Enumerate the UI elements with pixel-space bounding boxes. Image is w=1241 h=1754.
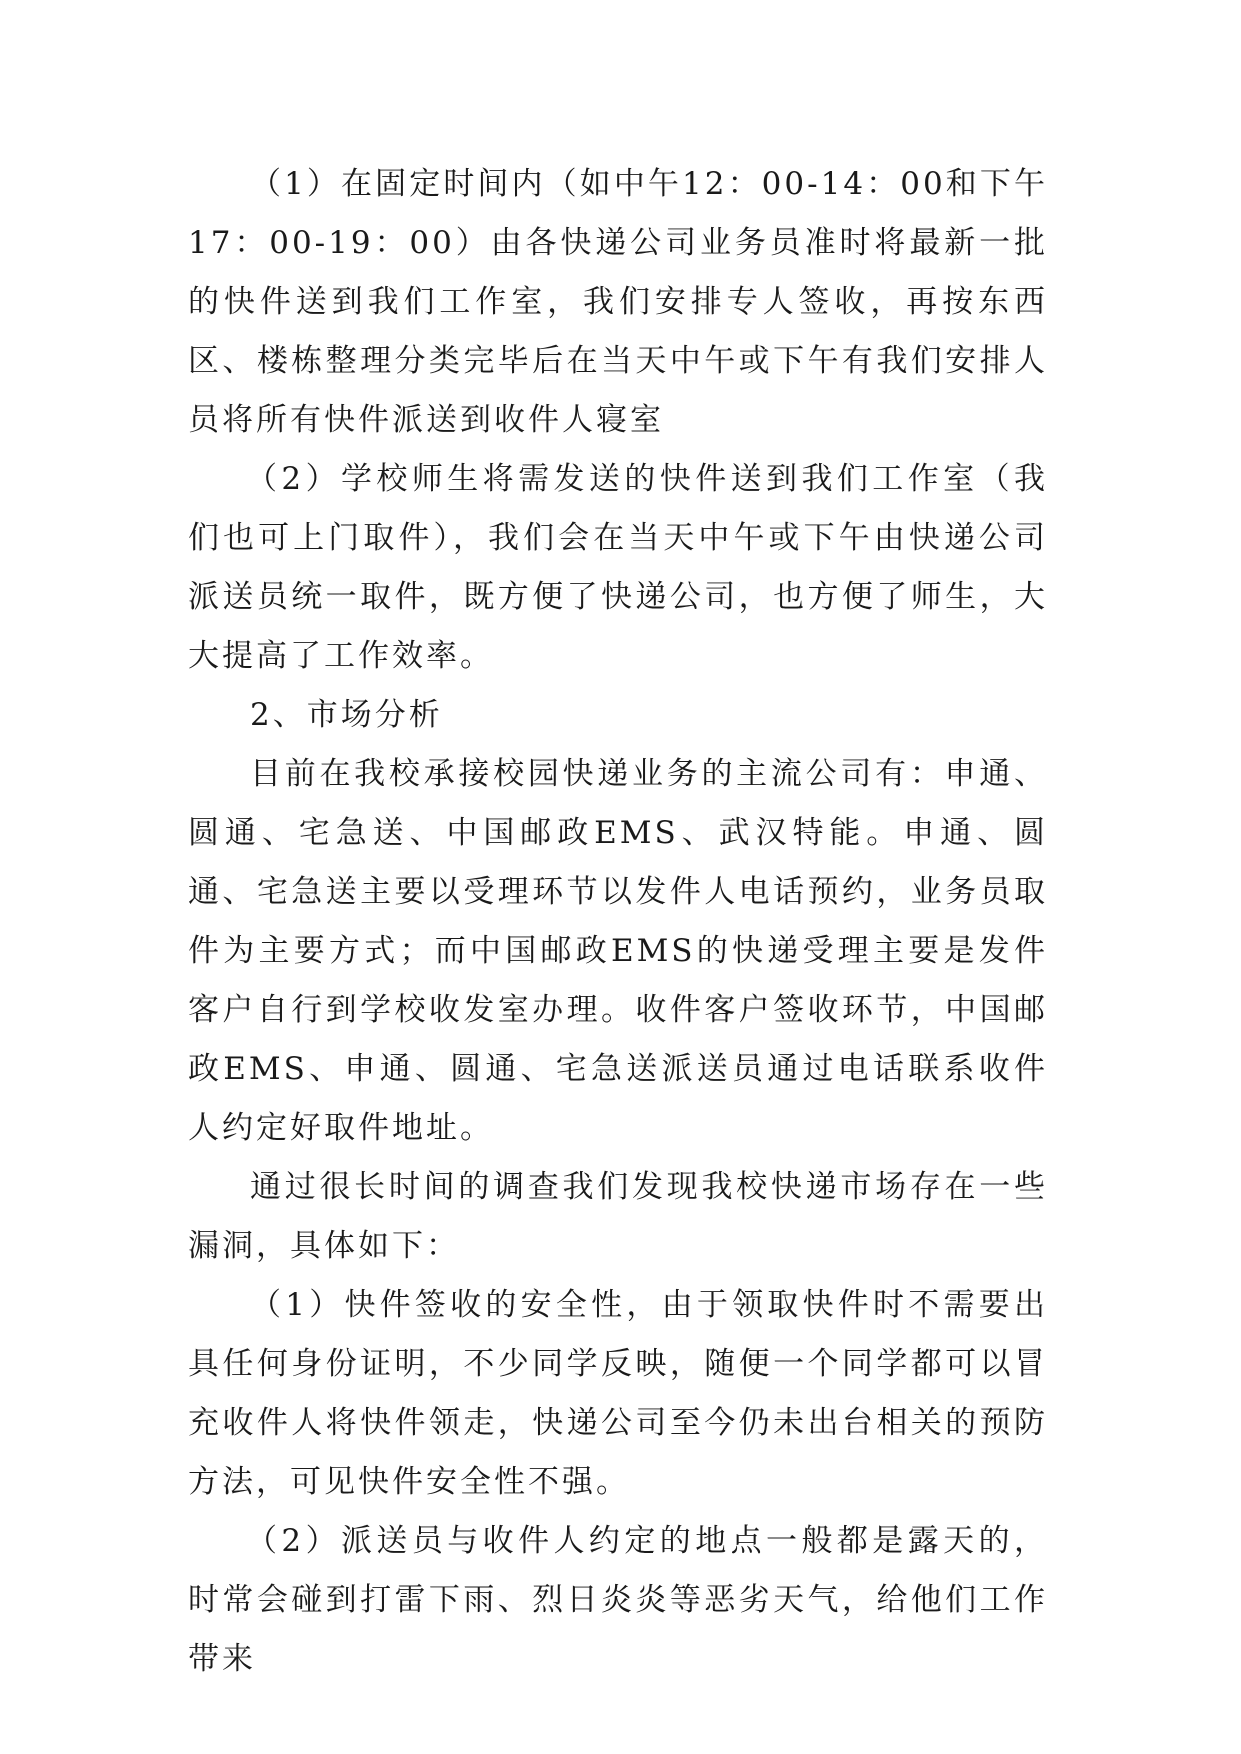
paragraph-market-companies: 目前在我校承接校园快递业务的主流公司有：申通、圆通、宅急送、中国邮政EMS、武汉特能。申通、圆通、宅急送主要以受理环节以发件人电话预约，业务员取件为主要方式；而中国邮政EMS的快递受理主要是发件客户自行到学校收发室办理。收件客户签收环节，中国邮政EMS、申通、圆通、宅急送派送员通过电话联系收件人约定好取件地址。 xyxy=(188,756,1048,1146)
paragraph-pickup-process: （1）在固定时间内（如中午12：00-14：00和下午17：00-19：00）由各快递公司业务员准时将最新一批的快件送到我们工作室，我们安排专人签收，再按东西区、楼栋整理分类完毕后在当天中午或下午有我们安排人员将所有快件派送到收件人寝室 xyxy=(188,166,1048,438)
paragraph-send-process: （2）学校师生将需发送的快件送到我们工作室（我们也可上门取件），我们会在当天中午或下午由快递公司派送员统一取件，既方便了快递公司，也方便了师生，大大提高了工作效率。 xyxy=(188,461,1048,674)
document-body xyxy=(188,155,1048,1689)
paragraph-survey-intro: 通过很长时间的调查我们发现我校快递市场存在一些漏洞，具体如下： xyxy=(188,1169,1048,1264)
section-heading-market-analysis: 2、市场分析 xyxy=(250,697,443,733)
paragraph-security-issue: （1）快件签收的安全性，由于领取快件时不需要出具任何身份证明，不少同学反映，随便一个同学都可以冒充收件人将快件领走，快递公司至今仍未出台相关的预防方法，可见快件安全性不强。 xyxy=(188,1287,1048,1500)
paragraph-location-issue: （2）派送员与收件人约定的地点一般都是露天的，时常会碰到打雷下雨、烈日炎炎等恶劣天气，给他们工作带来 xyxy=(188,1523,1048,1677)
